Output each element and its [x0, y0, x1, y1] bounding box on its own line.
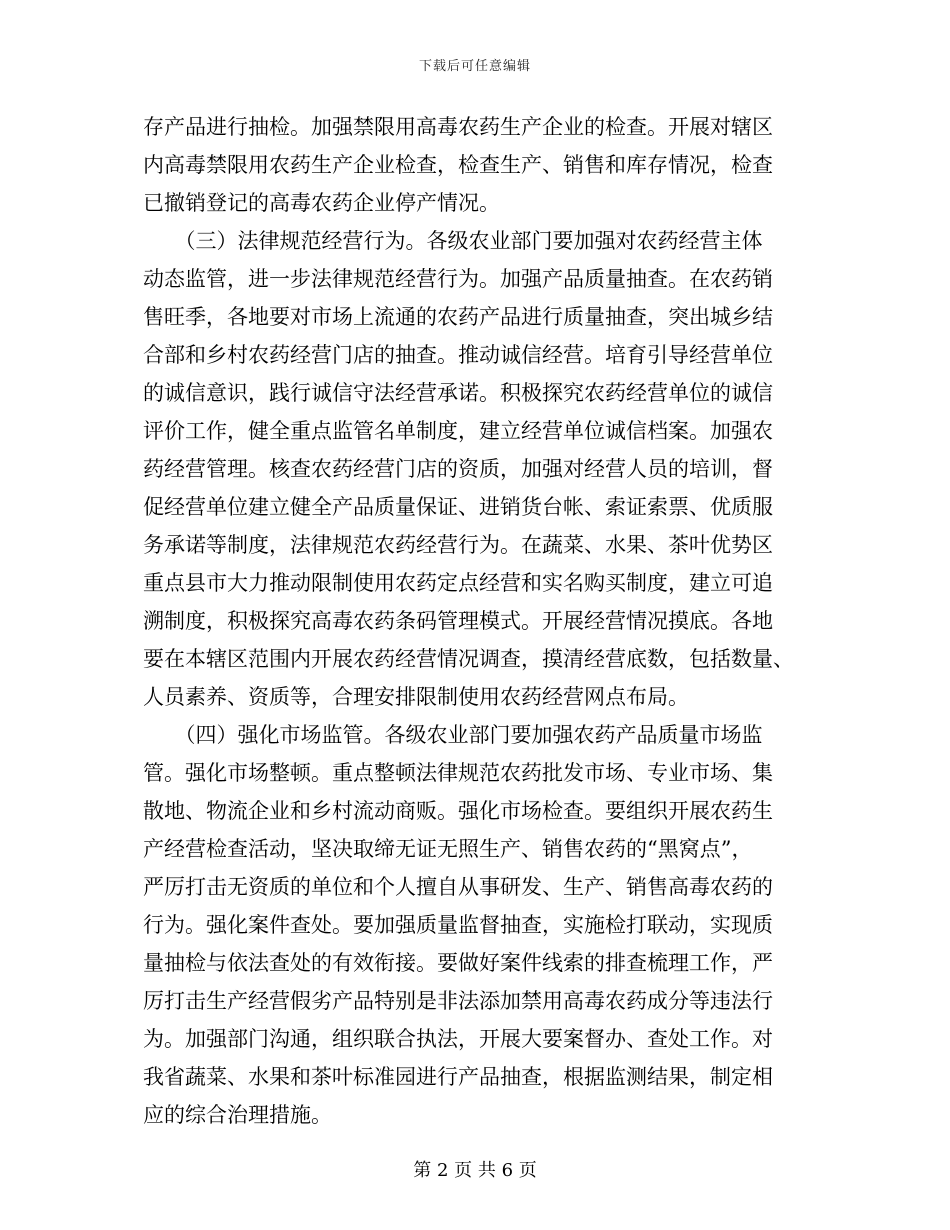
document-body — [143, 108, 815, 1134]
text-line: （三）法律规范经营行为。各级农业部门要加强对农药经营主体 — [143, 229, 763, 253]
text-line: 应的综合治理措施。 — [143, 1103, 332, 1127]
text-line: 量抽检与依法查处的有效衔接。要做好案件线索的排查梳理工作，严 — [143, 951, 773, 975]
text-line: 溯制度，积极探究高毒农药条码管理模式。开展经营情况摸底。各地 — [143, 609, 773, 633]
text-line: 重点县市大力推动限制使用农药定点经营和实名购买制度，建立可追 — [143, 571, 773, 595]
text-line: 评价工作，健全重点监管名单制度，建立经营单位诚信档案。加强农 — [143, 419, 773, 443]
text-line: 人员素养、资质等，合理安排限制使用农药经营网点布局。 — [143, 685, 689, 709]
page-header-note: 下载后可任意编辑 — [418, 59, 531, 74]
text-line: 合部和乡村农药经营门店的抽查。推动诚信经营。培育引导经营单位 — [143, 343, 773, 367]
text-line: 散地、物流企业和乡村流动商贩。强化市场检查。要组织开展农药生 — [143, 799, 773, 823]
text-line: 药经营管理。核查农药经营门店的资质，加强对经营人员的培训，督 — [143, 457, 773, 481]
text-line: 管。强化市场整顿。重点整顿法律规范农药批发市场、专业市场、集 — [143, 761, 773, 785]
text-line: 产经营检查活动，坚决取缔无证无照生产、销售农药的“黑窝点”， — [143, 837, 753, 861]
text-line: 动态监管，进一步法律规范经营行为。加强产品质量抽查。在农药销 — [143, 267, 773, 291]
text-line: 厉打击生产经营假劣产品特别是非法添加禁用高毒农药成分等违法行 — [143, 989, 773, 1013]
text-line: 严厉打击无资质的单位和个人擅自从事研发、生产、销售高毒农药的 — [143, 875, 773, 899]
text-line: 为。加强部门沟通，组织联合执法，开展大要案督办、查处工作。对 — [143, 1027, 773, 1051]
text-line: 务承诺等制度，法律规范农药经营行为。在蔬菜、水果、茶叶优势区 — [143, 533, 773, 557]
text-line: 的诚信意识，践行诚信守法经营承诺。积极探究农药经营单位的诚信 — [143, 381, 773, 405]
text-line: 促经营单位建立健全产品质量保证、进销货台帐、索证索票、优质服 — [143, 495, 773, 519]
text-line: 行为。强化案件查处。要加强质量监督抽查，实施检打联动，实现质 — [143, 913, 773, 937]
text-line: 存产品进行抽检。加强禁限用高毒农药生产企业的检查。开展对辖区 — [143, 115, 773, 139]
text-line: 内高毒禁限用农药生产企业检查，检查生产、销售和库存情况，检查 — [143, 153, 773, 177]
text-line: 售旺季，各地要对市场上流通的农药产品进行质量抽查，突出城乡结 — [143, 305, 773, 329]
page-number: 第 2 页 共 6 页 — [413, 1160, 537, 1181]
text-line: 已撤销登记的高毒农药企业停产情况。 — [143, 191, 500, 215]
text-line: 要在本辖区范围内开展农药经营情况调查，摸清经营底数，包括数量、 — [143, 647, 794, 671]
text-line: （四）强化市场监管。各级农业部门要加强农药产品质量市场监 — [143, 723, 763, 747]
text-line: 我省蔬菜、水果和茶叶标准园进行产品抽查，根据监测结果，制定相 — [143, 1065, 773, 1089]
